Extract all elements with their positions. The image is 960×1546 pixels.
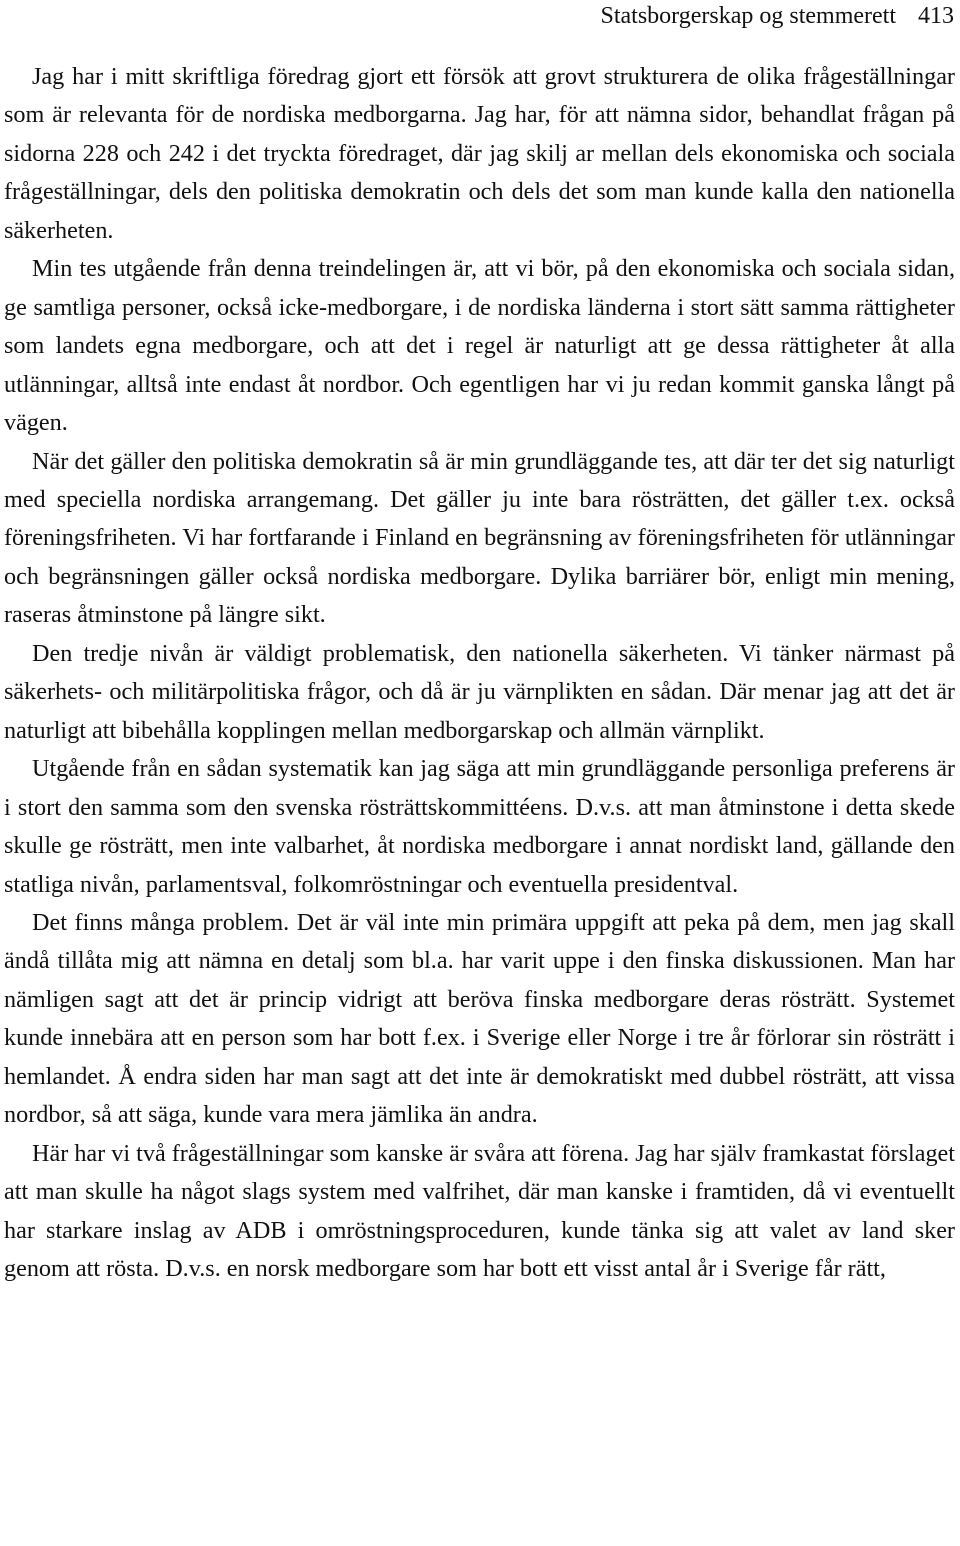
paragraph: Min tes utgående från denna treindelingen är, att vi bör, på den ekonomiska och sociala sidan, ge samtliga personer, också icke-medborgare, i de nordiska länderna i stort sätt samma rättigheter som landets egna medborgare, och att det i regel är naturligt att ge dessa rättigheter åt alla utlänningar, alltså inte endast åt nordbor. Och egentligen har vi ju redan kommit ganska långt på vägen. <box>4 255 955 437</box>
paragraph: Det finns många problem. Det är väl inte min primära uppgift att peka på dem, men jag skall ändå tillåta mig att nämna en detalj som bl.a. har varit uppe i den finska diskussionen. Man har nämligen sagt att det är princip vidrigt att beröva finska medborgare deras rösträtt. Systemet kunde innebära att en person som har bott f.ex. i Sverige eller Norge i tre år förlorar sin rösträtt i hemlandet. Å endra siden har man sagt att det inte är demokratiskt med dubbel rösträtt, att vissa nordbor, så att säga, kunde vara mera jämlika än andra. <box>4 908 955 1129</box>
page-number: 413 <box>918 3 954 29</box>
paragraph: Den tredje nivån är väldigt problematisk, den nationella säkerheten. Vi tänker närmast på säkerhets- och militärpolitiska frågor, och då är ju värnplikten en sådan. Där menar jag att det är naturligt att bibehålla kopplingen mellan medborgarskap och allmän värnplikt. <box>4 639 955 744</box>
paragraph: Utgående från en sådan systematik kan jag säga att min grundläggande personliga preferens är i stort den samma som den svenska rösträttskommittéens. D.v.s. att man åtminstone i detta skede skulle ge rösträtt, men inte valbarhet, åt nordiska medborgare i annat nordiskt land, gällande den statliga nivån, parlamentsval, folkomröstningar och eventuella presidentval. <box>4 755 955 898</box>
running-head <box>601 2 955 30</box>
running-head-title: Statsborgerskap og stemmerett <box>600 3 896 29</box>
paragraph: Jag har i mitt skriftliga föredrag gjort ett försök att grovt strukturera de olika frågeställningar som är relevanta för de nordiska medborgarna. Jag har, för att nämna sidor, behandlat frågan på sidorna 228 och 242 i det tryckta föredraget, där jag skilj ar mellan dels ekonomiska och sociala frågeställningar, dels den politiska demokratin och dels det som man kunde kalla den nationella säkerheten. <box>4 63 955 244</box>
paragraph: Här har vi två frågeställningar som kanske är svåra att förena. Jag har själv framkastat förslaget att man skulle ha något slags system med valfrihet, där man kanske i framtiden, då vi eventuellt har starkare inslag av ADB i omröstningsproceduren, kunde tänka sig att valet av land sker genom att rösta. D.v.s. en norsk medborgare som har bott ett visst antal år i Sverige får rätt, <box>4 1139 955 1283</box>
body-text <box>4 58 955 1289</box>
paragraph: När det gäller den politiska demokratin så är min grundläggande tes, att där ter det sig naturligt med speciella nordiska arrangemang. Det gäller ju inte bara rösträtten, det gäller t.ex. också föreningsfriheten. Vi har fortfarande i Finland en begränsning av föreningsfriheten för utlänningar och begränsningen gäller också nordiska medborgare. Dylika barriärer bör, enligt min mening, raseras åtminstone på längre sikt. <box>4 447 955 629</box>
